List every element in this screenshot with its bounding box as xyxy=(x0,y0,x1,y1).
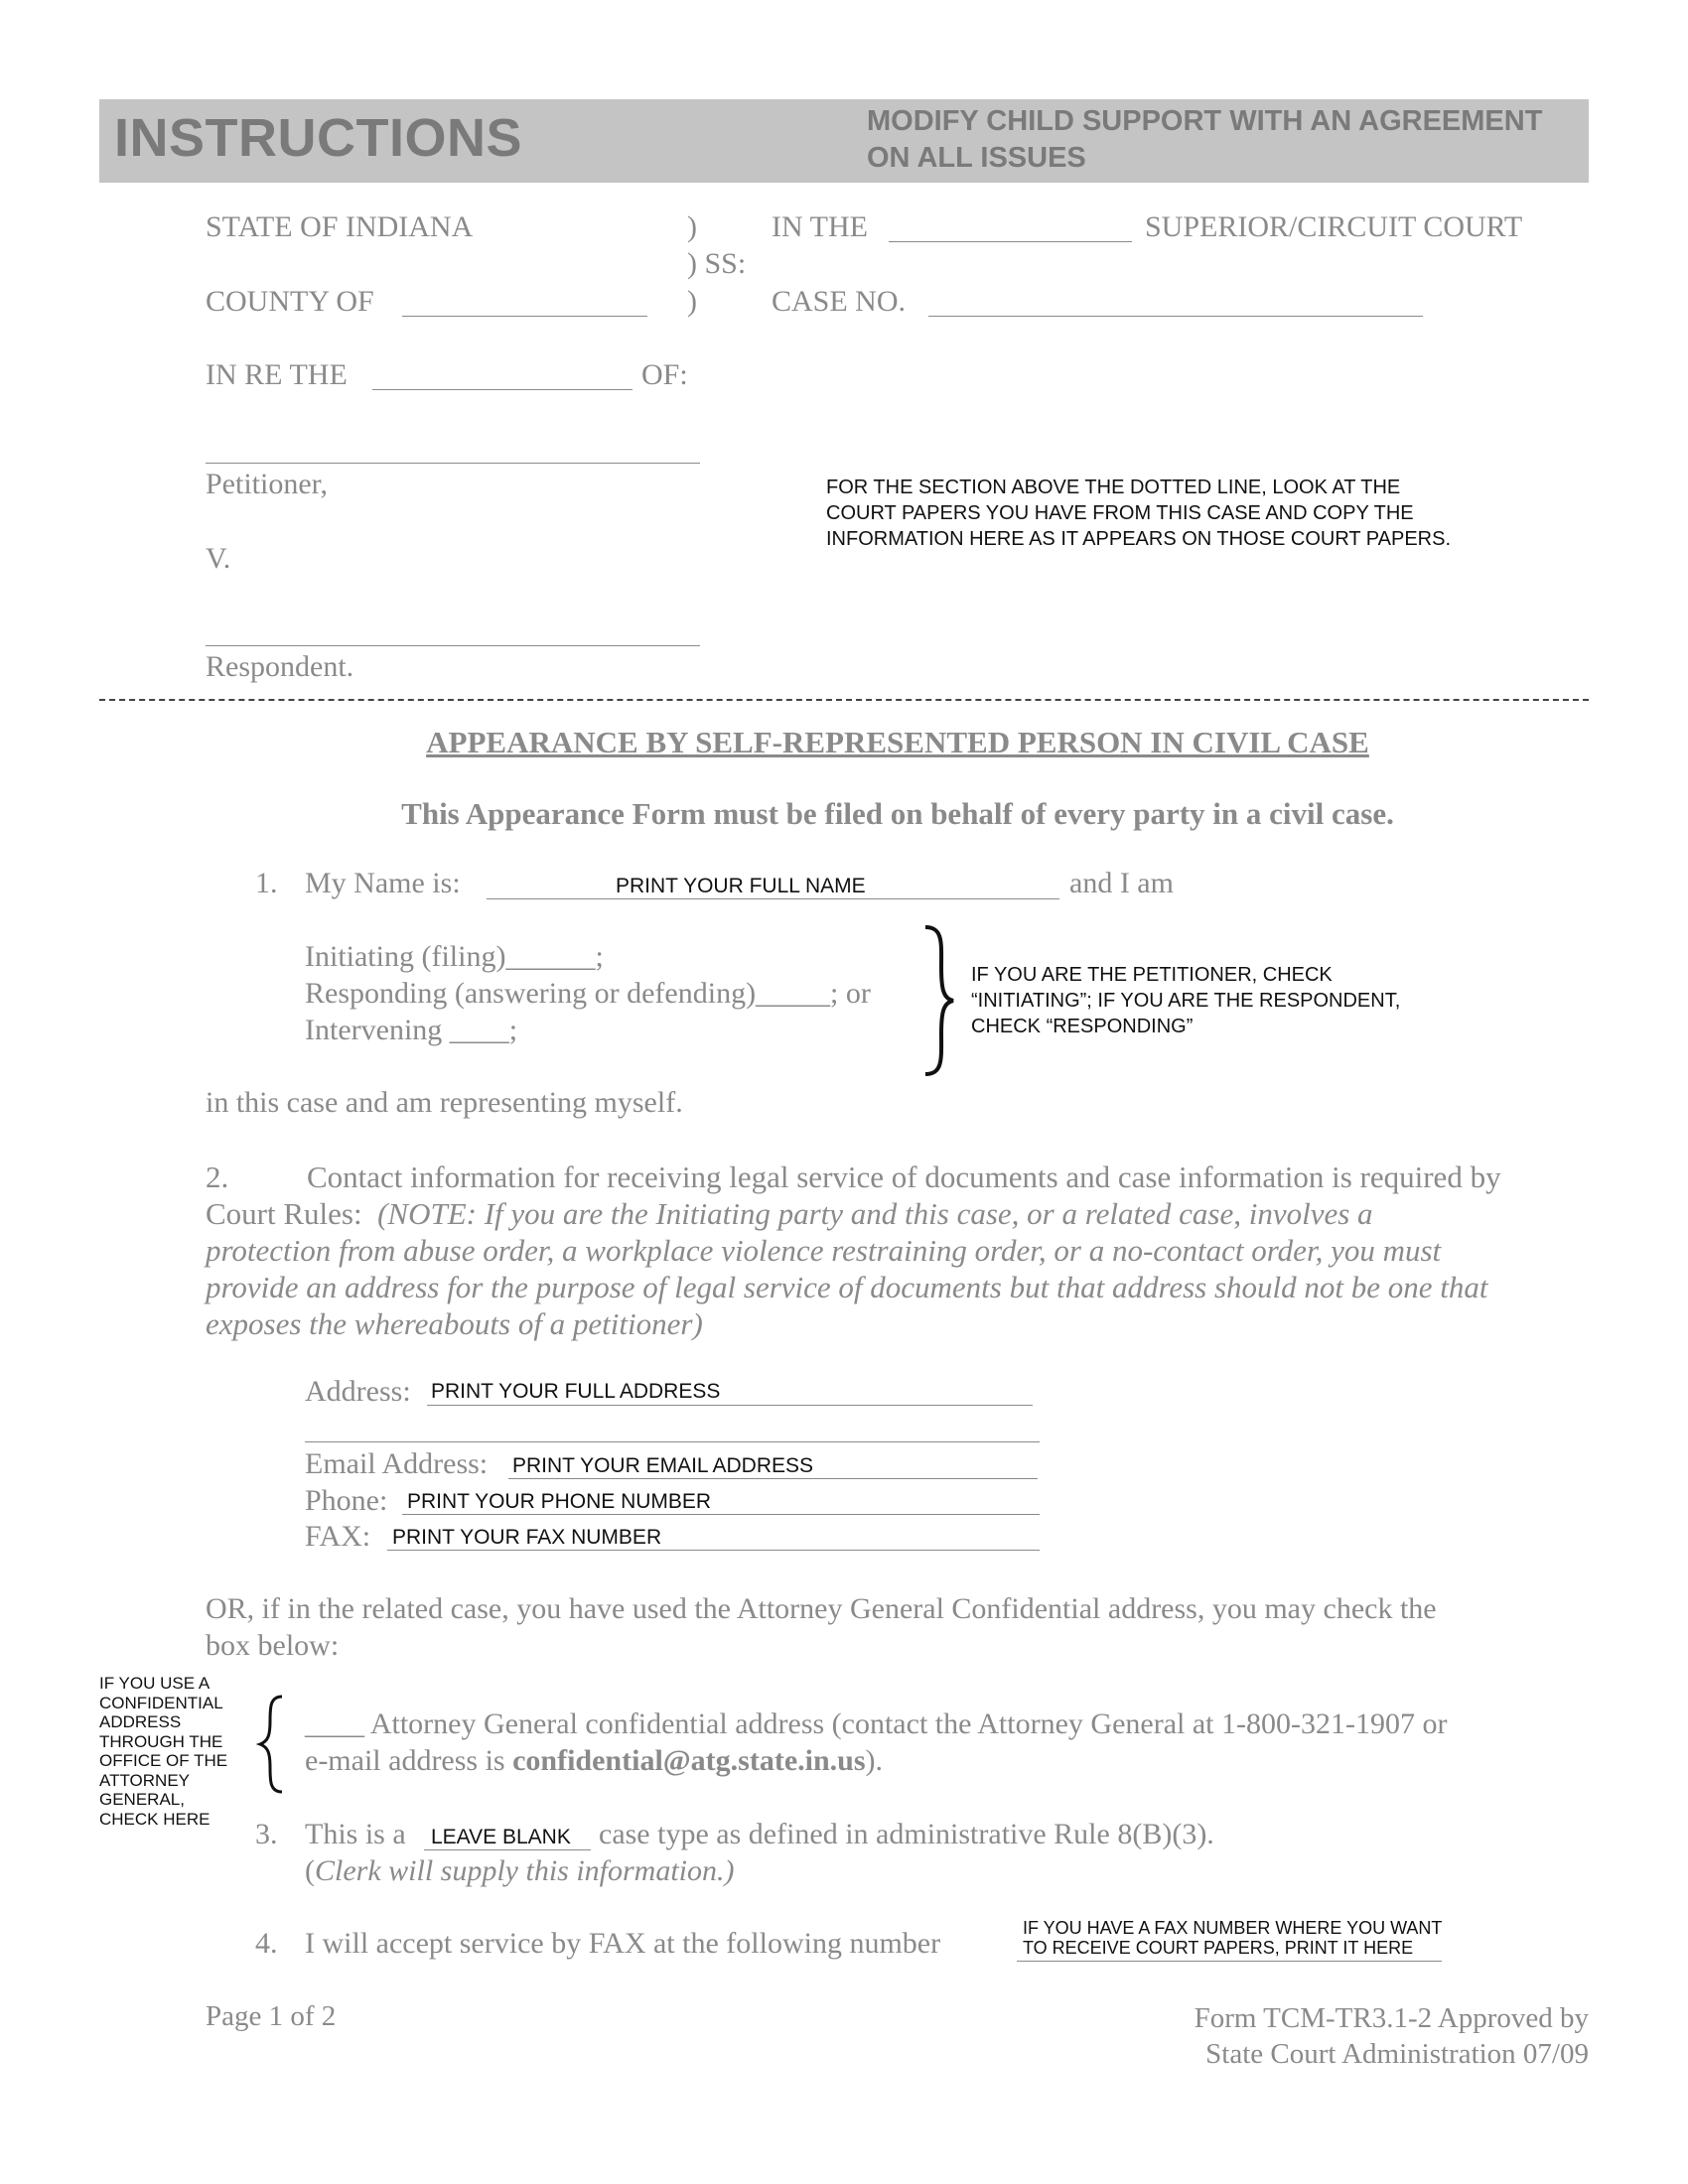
contact-note: exposes the whereabouts of a petitioner) xyxy=(206,1306,703,1341)
case-no-line[interactable] xyxy=(928,316,1423,317)
address-label: Address: xyxy=(305,1375,411,1408)
fax-service-hint xyxy=(1023,1918,1442,1958)
case-type-field[interactable] xyxy=(424,1849,591,1850)
case-type-hint: LEAVE BLANK xyxy=(431,1826,571,1848)
email-field[interactable] xyxy=(508,1478,1038,1479)
right-brace-icon xyxy=(919,923,959,1078)
caption-note-line: INFORMATION HERE AS IT APPEARS ON THOSE COURT PAPERS. xyxy=(826,528,1452,550)
form-subtitle xyxy=(867,103,1542,177)
item-number: 3. xyxy=(255,1818,278,1850)
county-line[interactable] xyxy=(402,316,647,317)
email-label: Email Address: xyxy=(305,1447,489,1480)
county-label: COUNTY OF xyxy=(206,285,374,318)
of-label: OF: xyxy=(641,358,688,391)
in-the-label: IN THE xyxy=(772,210,868,243)
court-name-line[interactable] xyxy=(889,241,1132,242)
clerk-paren: ( xyxy=(305,1854,315,1887)
phone-label: Phone: xyxy=(305,1484,388,1517)
fax-service-hint-line: TO RECEIVE COURT PAPERS, PRINT IT HERE xyxy=(1023,1938,1414,1958)
role-note-line: IF YOU ARE THE PETITIONER, CHECK xyxy=(971,964,1333,986)
confidential-note-line: ATTORNEY xyxy=(99,1770,190,1790)
ag-email-link: confidential@atg.state.in.us xyxy=(512,1744,866,1777)
petitioner-line[interactable] xyxy=(206,463,700,464)
confidential-note-line: IF YOU USE A xyxy=(99,1674,211,1693)
name-hint: PRINT YOUR FULL NAME xyxy=(616,875,866,897)
in-re-line[interactable] xyxy=(372,389,633,390)
clerk-text: Clerk will supply this information.) xyxy=(315,1854,735,1887)
phone-field[interactable] xyxy=(402,1514,1040,1515)
appearance-title: APPEARANCE BY SELF-REPRESENTED PERSON IN CIVIL CASE xyxy=(426,725,1369,759)
ag-option-line: box below: xyxy=(206,1629,340,1662)
role-instruction-note xyxy=(971,962,1400,1039)
contact-note: protection from abuse order, a workplace violence restraining order, or a no-contact order, you must xyxy=(206,1233,1442,1268)
item-number: 2. xyxy=(206,1160,229,1194)
responding-option[interactable]: Responding (answering or defending)_____; or xyxy=(305,977,871,1010)
intervening-option[interactable]: Intervening ____; xyxy=(305,1014,518,1046)
ss-label: ) SS: xyxy=(687,247,747,280)
confidential-note xyxy=(99,1674,227,1829)
fax-field[interactable] xyxy=(387,1550,1040,1551)
respondent-label: Respondent. xyxy=(206,650,354,683)
petitioner-label: Petitioner, xyxy=(206,468,328,500)
page-title: INSTRUCTIONS xyxy=(114,108,522,168)
court-rules-label: Court Rules: xyxy=(206,1196,362,1231)
item-number: 4. xyxy=(255,1927,278,1960)
respondent-line[interactable] xyxy=(206,645,700,646)
ag-email-prefix: e-mail address is xyxy=(305,1744,513,1777)
address-field-line2[interactable] xyxy=(305,1441,1040,1442)
form-approval-line: Form TCM-TR3.1-2 Approved by xyxy=(1194,2002,1589,2034)
filing-note: This Appearance Form must be filed on behalf of every party in a civil case. xyxy=(401,796,1394,831)
left-brace-icon xyxy=(256,1694,286,1795)
initiating-option[interactable]: Initiating (filing)______; xyxy=(305,940,604,973)
versus-label: V. xyxy=(206,542,231,575)
role-note-line: “INITIATING”; IF YOU ARE THE RESPONDENT, xyxy=(971,990,1401,1012)
ag-email-suffix: ). xyxy=(865,1744,884,1777)
address-hint: PRINT YOUR FULL ADDRESS xyxy=(431,1380,721,1403)
name-field[interactable] xyxy=(487,898,1059,899)
role-note-line: CHECK “RESPONDING” xyxy=(971,1016,1194,1037)
dotted-divider xyxy=(99,699,1589,701)
contact-lead: Contact information for receiving legal service of documents and case information is required by xyxy=(307,1160,1501,1194)
confidential-note-line: THROUGH THE xyxy=(99,1731,223,1751)
in-re-label: IN RE THE xyxy=(206,358,348,391)
court-type-label: SUPERIOR/CIRCUIT COURT xyxy=(1145,210,1523,243)
fax-service-hint-line: IF YOU HAVE A FAX NUMBER WHERE YOU WANT xyxy=(1023,1918,1443,1938)
case-type-post: case type as defined in administrative Rule 8(B)(3). xyxy=(599,1818,1214,1850)
ag-checkbox-line[interactable]: ____ Attorney General confidential address (contact the Attorney General at 1-800-321-1907 or xyxy=(305,1707,1448,1740)
caption-paren: ) xyxy=(687,210,697,243)
contact-note: provide an address for the purpose of legal service of documents but that address should not be one that xyxy=(206,1270,1488,1304)
case-no-label: CASE NO. xyxy=(772,285,907,318)
confidential-note-line: CONFIDENTIAL xyxy=(99,1693,223,1712)
caption-paren: ) xyxy=(687,285,697,318)
and-i-am-label: and I am xyxy=(1069,867,1174,899)
form-subtitle-line2: ON ALL ISSUES xyxy=(867,142,1086,174)
fax-service-text: I will accept service by FAX at the following number xyxy=(305,1927,941,1960)
fax-hint: PRINT YOUR FAX NUMBER xyxy=(392,1526,662,1549)
confidential-note-line: OFFICE OF THE xyxy=(99,1751,228,1770)
address-field[interactable] xyxy=(427,1405,1033,1406)
fax-service-field[interactable] xyxy=(1017,1961,1442,1962)
contact-note: (NOTE: If you are the Initiating party and this case, or a related case, involves a xyxy=(377,1196,1373,1231)
confidential-note-line: GENERAL, xyxy=(99,1790,185,1809)
phone-hint: PRINT YOUR PHONE NUMBER xyxy=(407,1490,712,1513)
form-approval xyxy=(1195,2000,1589,2072)
caption-note-line: COURT PAPERS YOU HAVE FROM THIS CASE AND COPY THE xyxy=(826,502,1414,524)
confidential-note-line: ADDRESS xyxy=(99,1712,182,1731)
representing-text: in this case and am representing myself. xyxy=(206,1086,683,1119)
form-approval-line: State Court Administration 07/09 xyxy=(1205,2038,1589,2070)
case-type-pre: This is a xyxy=(305,1818,406,1850)
item-number: 1. xyxy=(255,867,278,899)
ag-email-line xyxy=(305,1744,883,1778)
caption-instruction-note xyxy=(826,475,1451,552)
caption-note-line: FOR THE SECTION ABOVE THE DOTTED LINE, LOOK AT THE xyxy=(826,477,1401,498)
contact-lead-line xyxy=(206,1159,1596,1195)
state-label: STATE OF INDIANA xyxy=(206,210,474,243)
ag-option-line: OR, if in the related case, you have used the Attorney General Confidential address, you may check the xyxy=(206,1592,1437,1625)
confidential-note-line: CHECK HERE xyxy=(99,1809,211,1829)
clerk-note xyxy=(305,1854,735,1888)
page-number: Page 1 of 2 xyxy=(206,2000,337,2032)
form-subtitle-line1: MODIFY CHILD SUPPORT WITH AN AGREEMENT xyxy=(867,105,1543,137)
email-hint: PRINT YOUR EMAIL ADDRESS xyxy=(512,1454,814,1477)
name-label: My Name is: xyxy=(305,867,461,899)
contact-paragraph xyxy=(206,1159,1596,1342)
fax-label: FAX: xyxy=(305,1520,371,1553)
